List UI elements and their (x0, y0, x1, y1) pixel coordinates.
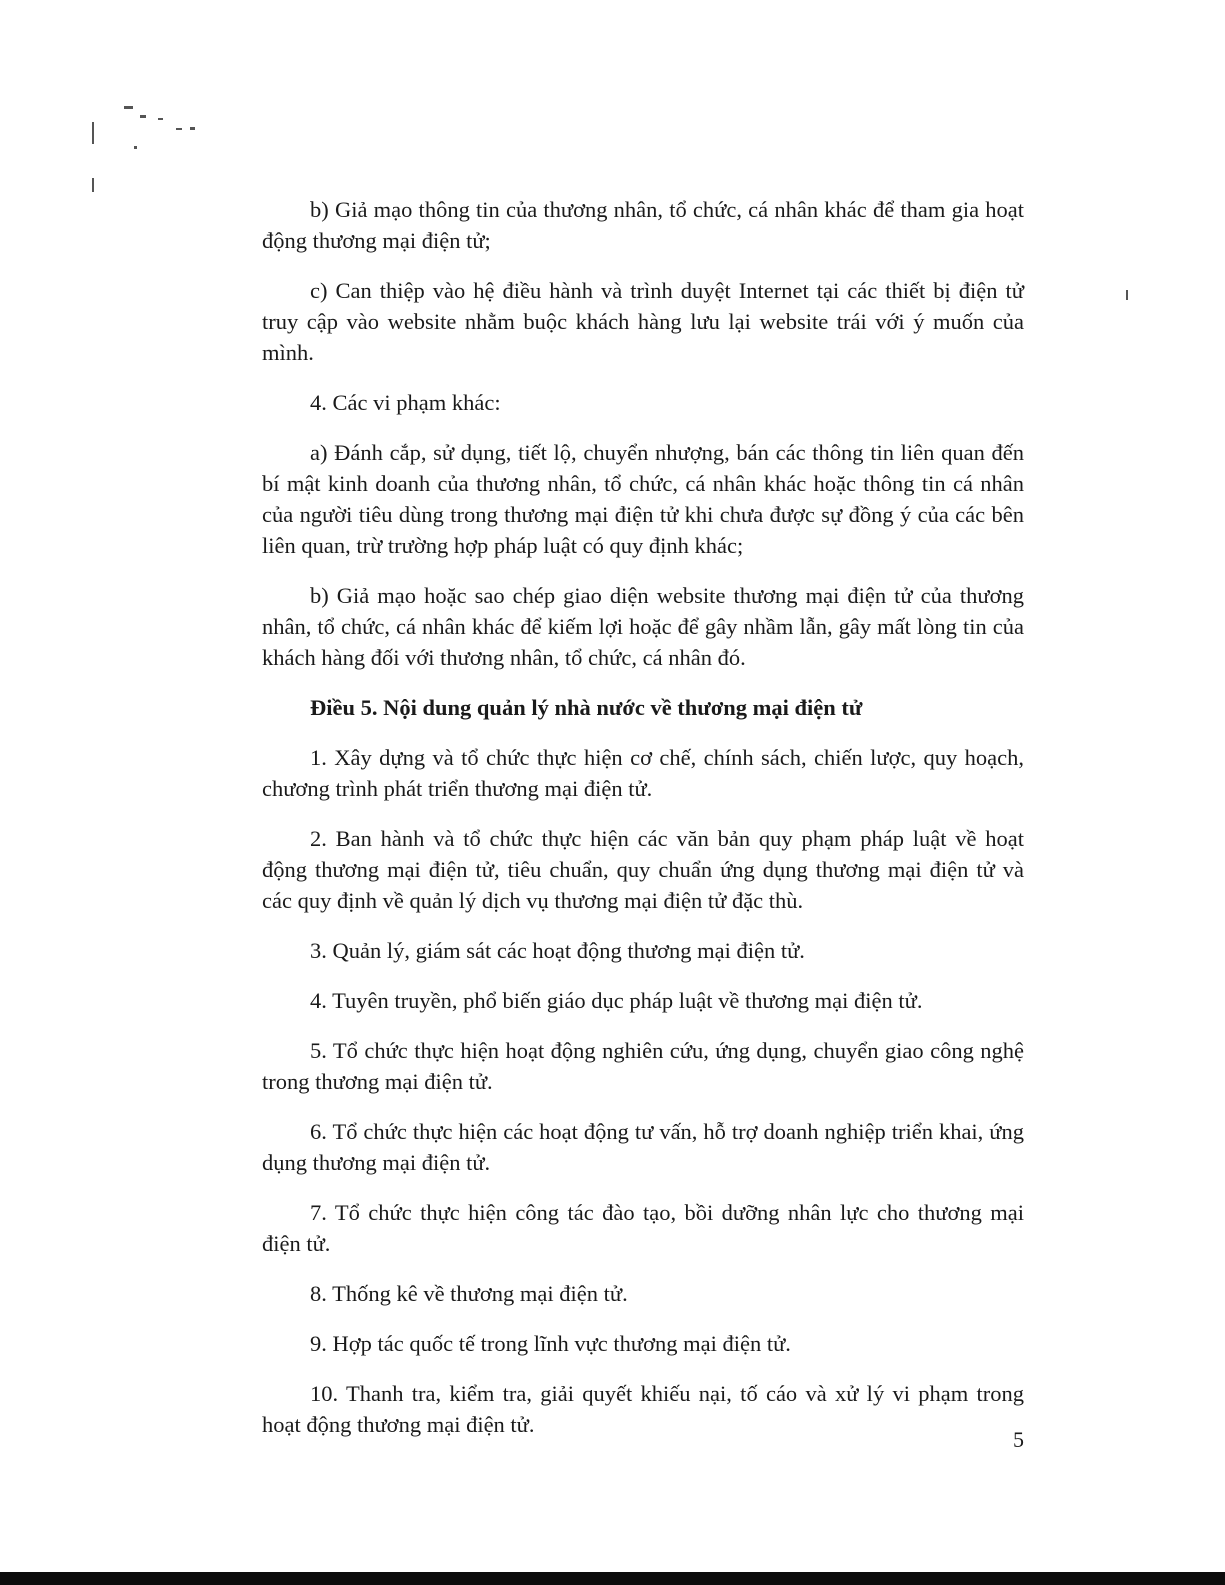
paragraph: 2. Ban hành và tổ chức thực hiện các văn bản quy phạm pháp luật về hoạt động thương mại điện tử, tiêu chuẩn, quy chuẩn ứng dụng thương mại điện tử và các quy định về quản lý dịch vụ thương mại điện tử đặc thù. (262, 826, 1024, 913)
article-heading: Điều 5. Nội dung quản lý nhà nước về thương mại điện tử (310, 695, 863, 720)
scan-border (0, 1572, 1225, 1585)
paragraph: 5. Tổ chức thực hiện hoạt động nghiên cứu, ứng dụng, chuyển giao công nghệ trong thương mại điện tử. (262, 1038, 1024, 1094)
paragraph: a) Đánh cắp, sử dụng, tiết lộ, chuyển nhượng, bán các thông tin liên quan đến bí mật kinh doanh của thương nhân, tổ chức, cá nhân khác hoặc thông tin cá nhân của người tiêu dùng trong thương mại điện tử khi chưa được sự đồng ý của các bên liên quan, trừ trường hợp pháp luật có quy định khác; (262, 440, 1024, 558)
paragraph: 9. Hợp tác quốc tế trong lĩnh vực thương mại điện tử. (310, 1331, 791, 1356)
paragraph: 3. Quản lý, giám sát các hoạt động thương mại điện tử. (310, 938, 805, 963)
paragraph: b) Giả mạo thông tin của thương nhân, tổ chức, cá nhân khác để tham gia hoạt động thương mại điện tử; (262, 197, 1024, 253)
paragraph: 1. Xây dựng và tổ chức thực hiện cơ chế, chính sách, chiến lược, quy hoạch, chương trình phát triển thương mại điện tử. (262, 745, 1024, 801)
paragraph: 6. Tổ chức thực hiện các hoạt động tư vấn, hỗ trợ doanh nghiệp triển khai, ứng dụng thương mại điện tử. (262, 1119, 1024, 1175)
document-body (262, 194, 1024, 1459)
scan-speck (124, 106, 133, 109)
paragraph: 4. Các vi phạm khác: (310, 390, 501, 415)
scan-speck (140, 115, 146, 118)
scan-speck (134, 146, 137, 149)
scan-speck (1126, 290, 1128, 300)
paragraph: 8. Thống kê về thương mại điện tử. (310, 1281, 628, 1306)
paragraph: c) Can thiệp vào hệ điều hành và trình duyệt Internet tại các thiết bị điện tử truy cập vào website nhằm buộc khách hàng lưu lại website trái với ý muốn của mình. (262, 278, 1024, 365)
scan-speck (176, 128, 182, 130)
paragraph: 4. Tuyên truyền, phổ biến giáo dục pháp luật về thương mại điện tử. (310, 988, 923, 1013)
paragraph: 7. Tổ chức thực hiện công tác đào tạo, bồi dưỡng nhân lực cho thương mại điện tử. (262, 1200, 1024, 1256)
paragraph: 10. Thanh tra, kiểm tra, giải quyết khiếu nại, tố cáo và xử lý vi phạm trong hoạt động thương mại điện tử. (262, 1381, 1024, 1437)
scan-speck (92, 122, 94, 144)
scan-speck (190, 127, 195, 130)
paragraph: b) Giả mạo hoặc sao chép giao diện website thương mại điện tử của thương nhân, tổ chức, cá nhân khác để kiếm lợi hoặc để gây nhầm lẫn, gây mất lòng tin của khách hàng đối với thương nhân, tổ chức, cá nhân đó. (262, 583, 1024, 670)
scan-speck (158, 118, 163, 120)
page-number: 5 (1013, 1427, 1024, 1452)
scan-speck (92, 178, 94, 192)
